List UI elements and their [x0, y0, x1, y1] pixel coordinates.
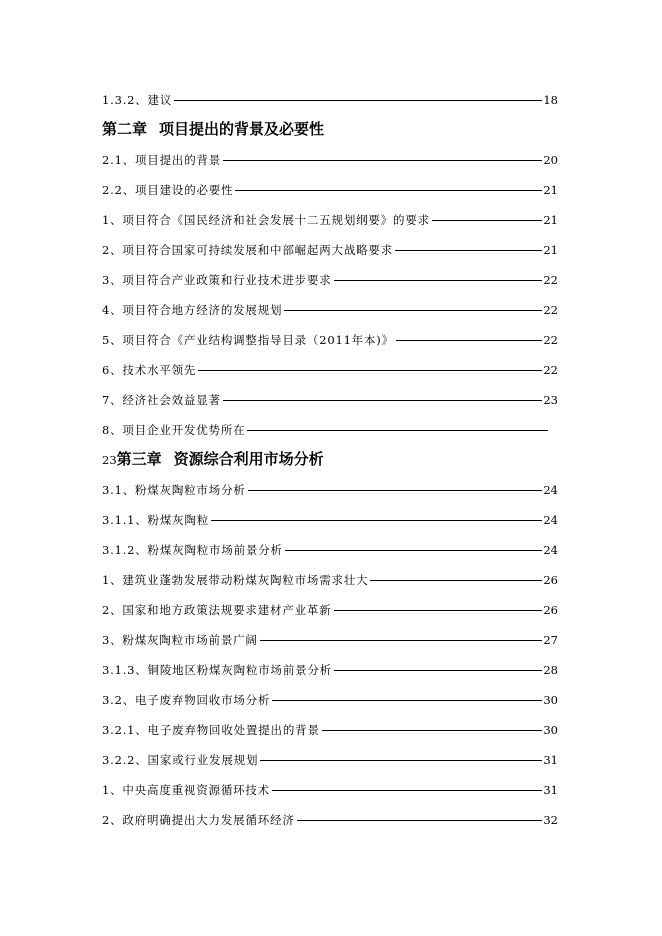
toc-entry-label: 6、技术水平领先: [102, 363, 197, 377]
toc-entry-page: 31: [543, 753, 558, 767]
toc-entry-page: 24: [543, 543, 558, 557]
toc-entry: [102, 211, 558, 229]
toc-entry-label: 7、经济社会效益显著: [102, 393, 221, 407]
chapter-title: 资源综合利用市场分析: [173, 450, 324, 468]
toc-entry-page: 22: [543, 363, 558, 377]
toc-entry-page: 27: [543, 633, 558, 647]
chapter-number: 第三章: [116, 450, 162, 468]
toc-entry-page: 18: [543, 93, 558, 107]
toc-entry-label: 3.1.2、粉煤灰陶粒市场前景分析: [102, 543, 283, 557]
toc-entry: [102, 481, 558, 499]
toc-entry: [102, 151, 558, 169]
toc-entry-page: 24: [543, 483, 558, 497]
toc-entry-label: 3、粉煤灰陶粒市场前景广阔: [102, 633, 258, 647]
toc-entry-label: 2、政府明确提出大力发展循环经济: [102, 813, 295, 827]
toc-entry: [102, 271, 558, 289]
toc-entry-label: 4、项目符合地方经济的发展规划: [102, 303, 283, 317]
toc-entry-label: 3、项目符合产业政策和行业技术进步要求: [102, 273, 332, 287]
toc-entry-page: 30: [543, 693, 558, 707]
toc-entry: [102, 751, 558, 769]
toc-entry-label: 2.2、项目建设的必要性: [102, 183, 234, 197]
toc-entry: [102, 571, 558, 589]
toc-entry-label: 1.3.2、建议: [102, 93, 173, 107]
toc-entry-page: 22: [543, 333, 558, 347]
toc-entry: [102, 811, 558, 829]
toc-entry: [102, 91, 558, 109]
toc-entry-label: 3.1、粉煤灰陶粒市场分析: [102, 483, 246, 497]
toc-entry-label: 1、建筑业蓬勃发展带动粉煤灰陶粒市场需求壮大: [102, 573, 369, 587]
toc-entry: [102, 241, 558, 259]
toc-entry-page: 26: [543, 573, 558, 587]
toc-entry-label: 1、项目符合《国民经济和社会发展十二五规划纲要》的要求: [102, 213, 430, 227]
chapter-prefix: 23: [102, 453, 117, 467]
toc-entry-label: 8、项目企业开发优势所在: [102, 423, 246, 437]
toc-entry: [102, 721, 558, 739]
toc-entry: [102, 331, 558, 349]
toc-entry-page: 30: [543, 723, 558, 737]
toc-entry-page: 26: [543, 603, 558, 617]
toc-entry-label: 2、国家和地方政策法规要求建材产业革新: [102, 603, 332, 617]
toc-entry-label: 3.1.1、粉煤灰陶粒: [102, 513, 210, 527]
toc-entry-page: 21: [543, 213, 558, 227]
chapter-number: 第二章: [102, 120, 148, 138]
toc-entry-page: 20: [543, 153, 558, 167]
toc-entry-label: 2、项目符合国家可持续发展和中部崛起两大战略要求: [102, 243, 394, 257]
chapter-heading: [102, 118, 324, 140]
chapter-heading: [102, 448, 324, 470]
toc-entry: [102, 661, 558, 679]
toc-entry-page: 21: [543, 243, 558, 257]
toc-entry: [102, 691, 558, 709]
toc-entry: [102, 391, 558, 409]
toc-entry-label: 3.2、电子废弃物回收市场分析: [102, 693, 271, 707]
toc-entry: [102, 511, 558, 529]
toc-entry: [102, 301, 558, 319]
toc-entry-label: 3.1.3、铜陵地区粉煤灰陶粒市场前景分析: [102, 663, 333, 677]
toc-entry: [102, 421, 558, 439]
toc-entry: [102, 181, 558, 199]
toc-entry: [102, 781, 558, 799]
toc-entry-label: 2.1、项目提出的背景: [102, 153, 222, 167]
toc-entry-label: 1、中央高度重视资源循环技术: [102, 783, 271, 797]
toc-entry-page: 21: [543, 183, 558, 197]
toc-entry-page: 22: [543, 273, 558, 287]
toc-entry-label: 3.2.2、国家或行业发展规划: [102, 753, 259, 767]
toc-entry: [102, 541, 558, 559]
toc-entry: [102, 361, 558, 379]
toc-entry-page: 22: [543, 303, 558, 317]
toc-entry-label: 3.2.1、电子废弃物回收处置提出的背景: [102, 723, 320, 737]
toc-entry-page: 23: [543, 393, 558, 407]
toc-entry-page: 31: [543, 783, 558, 797]
toc-entry: [102, 631, 558, 649]
chapter-title: 项目提出的背景及必要性: [159, 120, 325, 138]
toc-entry-page: 24: [543, 513, 558, 527]
toc-entry-label: 5、项目符合《产业结构调整指导目录（2011年本)》: [102, 333, 394, 347]
toc-entry-page: 32: [543, 813, 558, 827]
toc-entry: [102, 601, 558, 619]
toc-entry-page: 28: [543, 663, 558, 677]
